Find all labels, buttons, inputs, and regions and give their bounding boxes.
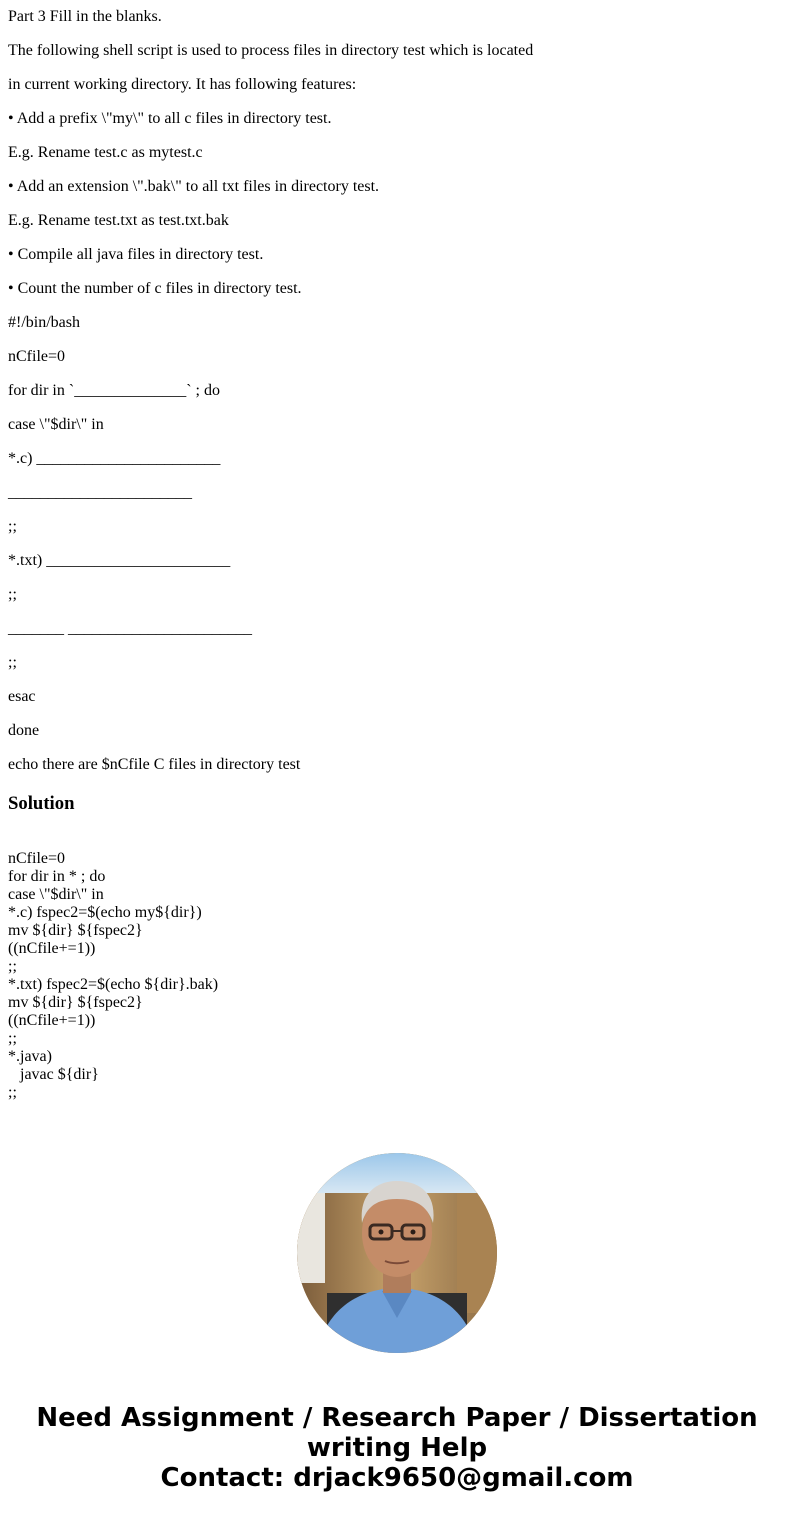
question-line-5: E.g. Rename test.c as mytest.c — [8, 144, 203, 161]
question-line-1: Part 3 Fill in the blanks. — [8, 8, 162, 25]
code-line: *.java) — [8, 1048, 52, 1065]
code-line: javac ${dir} — [8, 1066, 99, 1083]
question-line-11: nCfile=0 — [8, 348, 66, 365]
question-line-17: *.txt) _______________________ — [8, 552, 231, 569]
question-line-8: • Compile all java files in directory test. — [8, 246, 264, 263]
question-line-21: esac — [8, 688, 36, 705]
code-line: ((nCfile+=1)) — [8, 1012, 96, 1029]
code-line: nCfile=0 — [8, 850, 66, 867]
code-line: *.c) fspec2=$(echo my${dir}) — [8, 904, 202, 921]
author-photo-illustration — [297, 1153, 497, 1353]
question-line-18: ;; — [8, 586, 17, 603]
question-line-6: • Add an extension \".bak\" to all txt files in directory test. — [8, 178, 380, 195]
code-line: case \"$dir\" in — [8, 886, 104, 903]
question-line-15: _______________________ — [8, 484, 192, 501]
question-line-12: for dir in `______________` ; do — [8, 382, 220, 399]
code-line: ;; — [8, 958, 17, 975]
code-line: mv ${dir} ${fspec2} — [8, 922, 143, 939]
question-line-13: case \"$dir\" in — [8, 416, 104, 433]
question-line-22: done — [8, 722, 40, 739]
question-line-7: E.g. Rename test.txt as test.txt.bak — [8, 212, 229, 229]
question-line-2: The following shell script is used to process files in directory test which is located — [8, 42, 534, 59]
author-photo — [297, 1153, 497, 1353]
code-line: ;; — [8, 1030, 17, 1047]
code-line: *.txt) fspec2=$(echo ${dir}.bak) — [8, 976, 219, 993]
solution-code — [8, 850, 218, 1102]
code-line: ((nCfile+=1)) — [8, 940, 96, 957]
question-line-4: • Add a prefix \"my\" to all c files in directory test. — [8, 110, 332, 127]
banner-line-1: Need Assignment / Research Paper / Dissertation — [36, 1403, 758, 1433]
question-line-3: in current working directory. It has following features: — [8, 76, 357, 93]
code-line: ;; — [8, 1084, 17, 1101]
question-line-9: • Count the number of c files in directory test. — [8, 280, 302, 297]
question-line-14: *.c) _______________________ — [8, 450, 221, 467]
solution-heading: Solution — [8, 793, 75, 814]
question-line-19: _______ _______________________ — [8, 620, 252, 637]
code-line: for dir in * ; do — [8, 868, 106, 885]
banner-line-3: Contact: drjack9650@gmail.com — [160, 1463, 634, 1493]
banner-line-2: writing Help — [306, 1433, 488, 1463]
contact-banner — [0, 1403, 794, 1493]
code-line: mv ${dir} ${fspec2} — [8, 994, 143, 1011]
question-line-10: #!/bin/bash — [8, 314, 80, 331]
question-line-20: ;; — [8, 654, 17, 671]
question-line-16: ;; — [8, 518, 17, 535]
question-line-23: echo there are $nCfile C files in directory test — [8, 756, 301, 773]
